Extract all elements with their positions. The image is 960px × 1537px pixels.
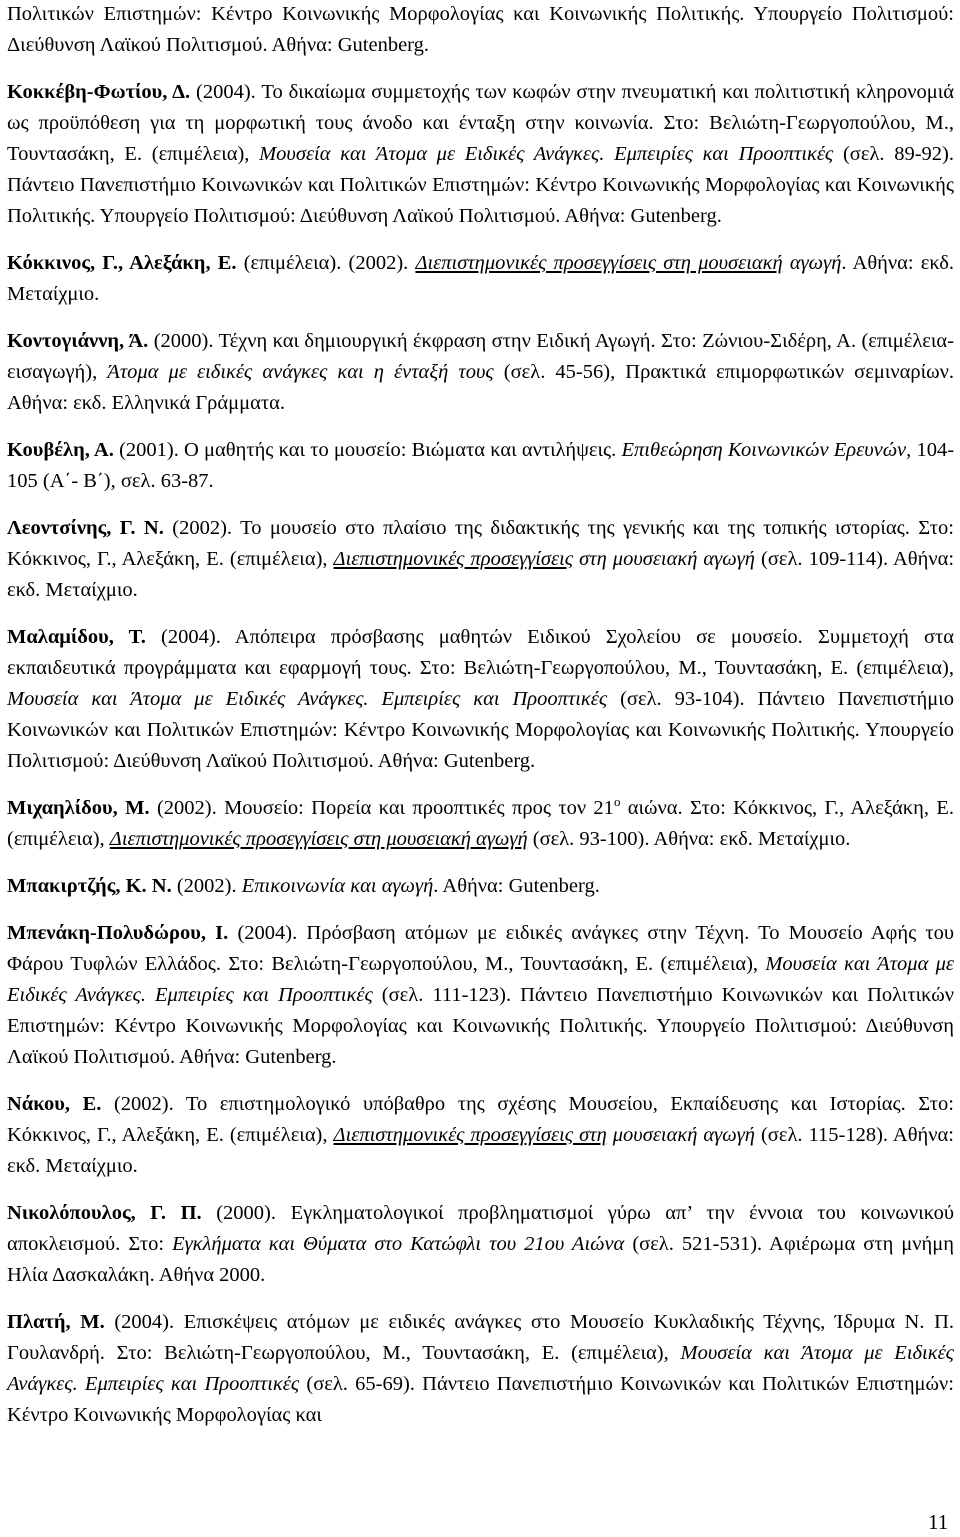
bibliography-page <box>7 0 954 1447</box>
reference-text: . Αθήνα: εκδ. Μεταίχμιο. <box>7 252 955 305</box>
reference-author: Πλατή, Μ. <box>7 1311 105 1333</box>
reference-entry <box>7 326 954 419</box>
reference-text-italic-underline: Διεπιστημονικές προσεγγίσεις στη μουσειακή <box>415 252 783 274</box>
reference-text-italic: Εγκλήματα και Θύματα στο Κατώφλι του 21ου Αιώνα <box>172 1233 625 1255</box>
reference-text: Πολιτικών Επιστημών: Κέντρο Κοινωνικής Μορφολογίας και Κοινωνικής Πολιτικής. Υπουργείο Πολιτισμού: Διεύθυνση Λαϊκού Πολιτισμού. Αθήνα: Gutenberg. <box>7 3 954 56</box>
reference-entry <box>7 918 954 1073</box>
reference-text: (2004). Επισκέψεις ατόμων με ειδικές ανάγκες στο Μουσείο Κυκλαδικής Τέχνης, Ίδρυμα Ν. Π. Γουλανδρή. Στο: Βελιώτη-Γεωργοπούλου, Μ., Τουντασάκη, Ε. (επιμέλεια), <box>7 1311 954 1364</box>
reference-text: αιώνα. Στο: Κόκκινος, Γ., Αλεξάκη, Ε. (επιμέλεια), <box>7 797 954 850</box>
reference-text: (2004). Απόπειρα πρόσβασης μαθητών Ειδικού Σχολείου σε μουσείο. Συμμετοχή στα εκπαιδευτικά προγράμματα και εφαρμογή τους. Στο: Βελιώτη-Γεωργοπούλου, Μ., Τουντασάκη, Ε. (επιμέλεια), <box>7 626 955 679</box>
reference-text-italic: Μουσεία και Άτομα με Ειδικές Ανάγκες. Εμπειρίες και Προοπτικές <box>259 143 834 165</box>
reference-author: Νικολόπουλος, Γ. Π. <box>7 1202 202 1224</box>
reference-author: Μαλαμίδου, Τ. <box>7 626 146 648</box>
reference-text-italic: αγωγή <box>789 252 842 274</box>
reference-entry <box>7 513 954 606</box>
reference-text-italic: Άτομα με ειδικές ανάγκες και η ένταξή τους <box>107 361 494 383</box>
reference-text: (σελ. 89-92). Πάντειο Πανεπιστήμιο Κοινωνικών και Πολιτικών Επιστημών: Κέντρο Κοινωνικής Μορφολογίας και Κοινωνικής Πολιτικής. Υπουργείο Πολιτισμού: Διεύθυνση Λαϊκού Πολιτισμού. Αθήνα: Gutenberg. <box>7 143 954 227</box>
reference-entry <box>7 793 954 855</box>
reference-text: (2000). Εγκληματολογικοί προβληματισμοί γύρω απ’ την έννοια του κοινωνικού αποκλεισμού. Στο: <box>7 1202 954 1255</box>
reference-author: Κοντογιάννη, Ά. <box>7 330 149 352</box>
reference-text: (σελ. 65-69). Πάντειο Πανεπιστήμιο Κοινωνικών και Πολιτικών Επιστημών: Κέντρο Κοινωνικής Μορφολογίας και <box>7 1373 954 1426</box>
reference-entry <box>7 435 954 497</box>
reference-entry <box>7 248 954 310</box>
reference-text-italic-underline: Διεπιστημονικές προσεγγίσεις στη <box>333 1124 607 1146</box>
reference-text-italic: Μουσεία και Άτομα με Ειδικές Ανάγκες. Εμπειρίες και Προοπτικές <box>7 1342 954 1395</box>
reference-text: 104-105 (Α΄- Β΄), σελ. 63-87. <box>7 439 955 492</box>
reference-text-italic: μουσειακή αγωγή <box>612 1124 755 1146</box>
reference-text: (2002). Μουσείο: Πορεία και προοπτικές προς τον 21 <box>156 797 614 819</box>
reference-entry <box>7 622 954 777</box>
reference-text: (σελ. 93-100). Αθήνα: εκδ. Μεταίχμιο. <box>527 828 851 850</box>
reference-text-italic: Μουσεία και Άτομα με Ειδικές Ανάγκες. Εμπειρίες και Προοπτικές <box>7 688 608 710</box>
reference-text <box>783 252 790 274</box>
reference-entry <box>7 1198 954 1291</box>
reference-text: (2000). Τέχνη και δημιουργική έκφραση στην Ειδική Αγωγή. Στο: Ζώνιου-Σιδέρη, Α. (επιμέλεια-εισαγωγή), <box>7 330 955 383</box>
reference-text: (2002). <box>176 875 242 897</box>
reference-text-italic: στη μουσειακή αγωγή <box>579 548 755 570</box>
reference-author: Μπενάκη-Πολυδώρου, Ι. <box>7 922 229 944</box>
reference-text: (2004). Το δικαίωμα συμμετοχής των κωφών στην πνευματική και πολιτιστική κληρονομιά ως προϋπόθεση για τη μορφωτική τους άνοδο και ένταξη στην κοινωνία. Στο: Βελιώτη-Γεωργοπούλου, Μ., Τουντασάκη, Ε. (επιμέλεια), <box>7 81 955 165</box>
reference-author: Μιχαηλίδου, Μ. <box>7 797 150 819</box>
reference-text: (2002). Το επιστημολογικό υπόβαθρο της σχέσης Μουσείου, Εκπαίδευσης και Ιστορίας. Στο: Κόκκινος, Γ., Αλεξάκη, Ε. (επιμέλεια), <box>7 1093 954 1146</box>
page-number: 11 <box>928 1510 949 1534</box>
reference-author: Νάκου, Ε. <box>7 1093 102 1115</box>
reference-text: (2004). Πρόσβαση ατόμων με ειδικές ανάγκες στην Τέχνη. Το Μουσείο Αφής του Φάρου Τυφλών Ελλάδος. Στο: Βελιώτη-Γεωργοπούλου, Μ., Τουντασάκη, Ε. (επιμέλεια), <box>7 922 955 975</box>
reference-text-superscript: ο <box>613 794 621 810</box>
reference-text: (σελ. 45-56), Πρακτικά επιμορφωτικών σεμιναρίων. Αθήνα: εκδ. Ελληνικά Γράμματα. <box>7 361 954 414</box>
reference-list <box>7 0 954 1431</box>
reference-text-italic: Επιθεώρηση Κοινωνικών Ερευνών, <box>621 439 912 461</box>
reference-text: . Αθήνα: Gutenberg. <box>433 875 600 897</box>
reference-text-italic-underline: Διεπιστημονικές προσεγγίσεις <box>333 548 574 570</box>
reference-text: (σελ. 521-531). Αφιέρωμα στη μνήμη Ηλία Δασκαλάκη. Αθήνα 2000. <box>7 1233 954 1286</box>
reference-text: (σελ. 115-128). Αθήνα: εκδ. Μεταίχμιο. <box>7 1124 954 1177</box>
reference-author: Κοκκέβη-Φωτίου, Δ. <box>7 81 191 103</box>
reference-entry <box>7 0 954 61</box>
reference-text: (2002). Το μουσείο στο πλαίσιο της διδακτικής της γενικής και της τοπικής ιστορίας. Στο: Κόκκινος, Γ., Αλεξάκη, Ε. (επιμέλεια), <box>7 517 954 570</box>
reference-text-italic: Μουσεία και Άτομα με Ειδικές Ανάγκες. Εμπειρίες και Προοπτικές <box>7 953 954 1006</box>
reference-entry <box>7 77 954 232</box>
reference-author: Κουβέλη, Α. <box>7 439 114 461</box>
reference-entry <box>7 1089 954 1182</box>
reference-entry <box>7 871 954 902</box>
reference-text: (επιμέλεια). (2002). <box>243 252 416 274</box>
reference-author: Μπακιρτζής, Κ. Ν. <box>7 875 172 897</box>
reference-text: (σελ. 93-104). Πάντειο Πανεπιστήμιο Κοινωνικών και Πολιτικών Επιστημών: Κέντρο Κοινωνικής Μορφολογίας και Κοινωνικής Πολιτικής. Υπουργείο Πολιτισμού: Διεύθυνση Λαϊκού Πολιτισμού. Αθήνα: Gutenberg. <box>7 688 954 772</box>
reference-text: (σελ. 109-114). Αθήνα: εκδ. Μεταίχμιο. <box>7 548 955 601</box>
reference-text-italic: Επικοινωνία και αγωγή <box>241 875 434 897</box>
reference-author: Λεοντσίνης, Γ. Ν. <box>7 517 164 539</box>
reference-text-italic-underline: Διεπιστημονικές προσεγγίσεις στη μουσειακή αγωγή <box>109 828 528 850</box>
reference-author: Κόκκινος, Γ., Αλεξάκη, Ε. <box>7 252 237 274</box>
reference-text: (σελ. 111-123). Πάντειο Πανεπιστήμιο Κοινωνικών και Πολιτικών Επιστημών: Κέντρο Κοινωνικής Μορφολογίας και Κοινωνικής Πολιτικής. Υπουργείο Πολιτισμού: Διεύθυνση Λαϊκού Πολιτισμού. Αθήνα: Gutenberg. <box>7 984 954 1068</box>
reference-text: (2001). Ο μαθητής και το μουσείο: Βιώματα και αντιλήψεις. <box>119 439 622 461</box>
reference-entry <box>7 1307 954 1431</box>
